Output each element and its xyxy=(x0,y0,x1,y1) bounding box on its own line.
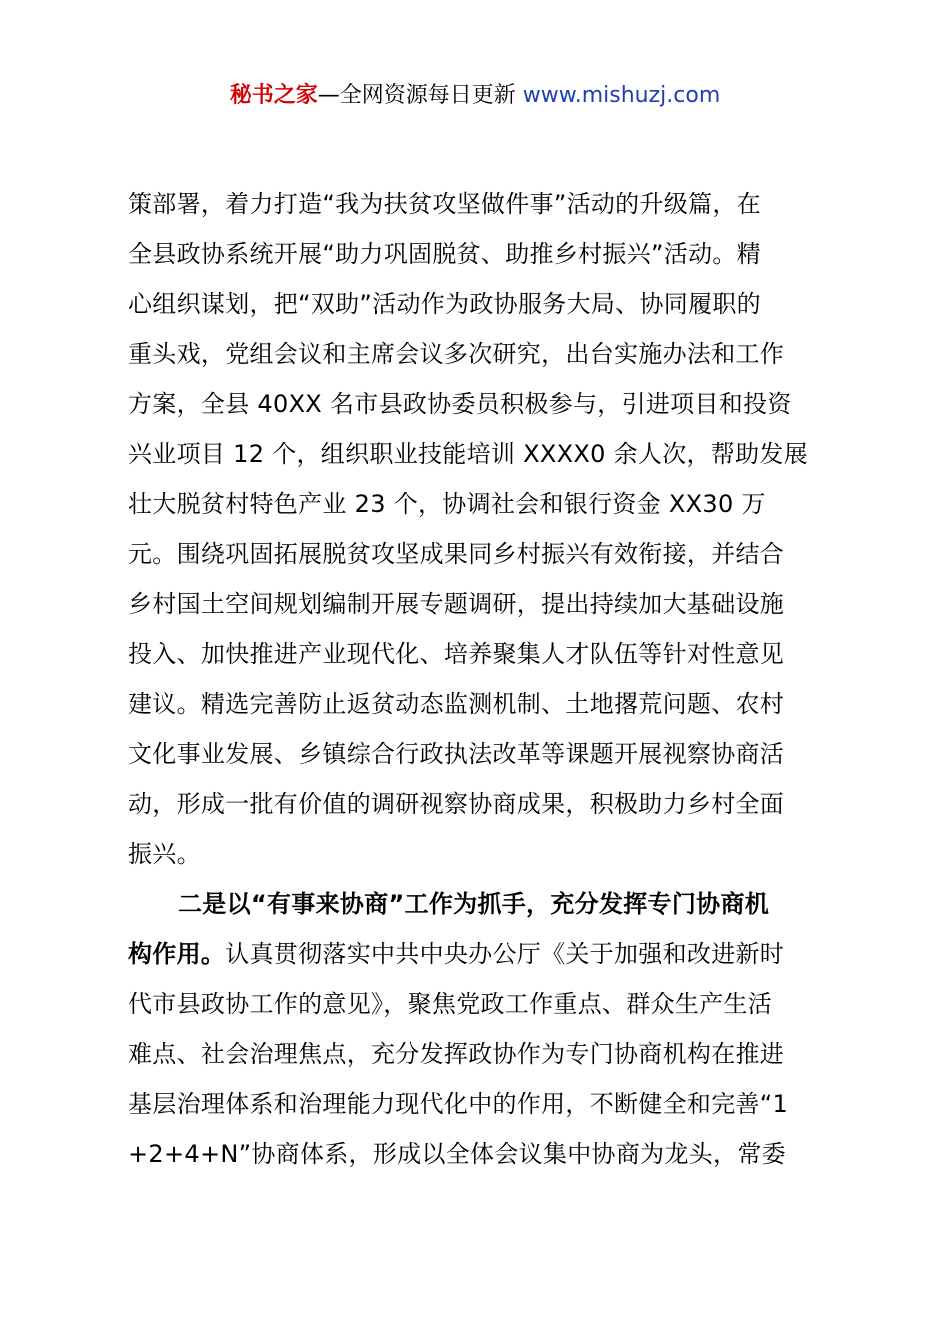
section-heading-end: 构作用。 xyxy=(128,940,226,968)
text-line: 投入、加快推进产业现代化、培养聚集人才队伍等针对性意见 xyxy=(128,640,785,668)
text-line: 动，形成一批有价值的调研视察协商成果，积极助力乡村全面 xyxy=(128,790,785,818)
text-line: 基层治理体系和治理能力现代化中的作用，不断健全和完善“1 xyxy=(128,1090,789,1118)
text-line-mixed xyxy=(128,934,848,984)
text-line: 乡村国土空间规划编制开展专题调研，提出持续加大基础设施 xyxy=(128,590,785,618)
text-line: +2+4+N”协商体系，形成以全体会议集中协商为龙头，常委 xyxy=(128,1140,786,1168)
section-heading: 二是以“有事来协商”工作为抓手，充分发挥专门协商机 xyxy=(178,890,770,918)
text-line: 策部署，着力打造“我为扶贫攻坚做件事”活动的升级篇，在 xyxy=(128,190,761,218)
document-body xyxy=(128,184,848,1184)
text-line: 文化事业发展、乡镇综合行政执法改革等课题开展视察协商活 xyxy=(128,740,785,768)
text-line: 振兴。 xyxy=(128,840,201,868)
site-tagline: —全网资源每日更新 xyxy=(317,83,516,108)
text-span: 认真贯彻落实中共中央办公厅《关于加强和改进新时 xyxy=(225,940,785,968)
text-line: 代市县政协工作的意见》，聚焦党政工作重点、群众生产生活 xyxy=(128,990,773,1018)
text-line: 重头戏，党组会议和主席会议多次研究，出台实施办法和工作 xyxy=(128,340,785,368)
text-line: 兴业项目 12 个，组织职业技能培训 XXXX0 余人次，帮助发展 xyxy=(128,440,808,468)
text-line: 元。围绕巩固拓展脱贫攻坚成果同乡村振兴有效衔接，并结合 xyxy=(128,540,785,568)
text-line: 全县政协系统开展“助力巩固脱贫、助推乡村振兴”活动。精 xyxy=(128,240,761,268)
site-url-link[interactable]: www.mishuzj.com xyxy=(522,83,721,108)
page-header xyxy=(0,80,950,112)
text-line: 壮大脱贫村特色产业 23 个，协调社会和银行资金 XX30 万 xyxy=(128,490,766,518)
text-line: 心组织谋划，把“双助”活动作为政协服务大局、协同履职的 xyxy=(128,290,761,318)
site-brand: 秘书之家 xyxy=(229,83,318,108)
text-line: 建议。精选完善防止返贫动态监测机制、土地撂荒问题、农村 xyxy=(128,690,785,718)
text-line: 方案，全县 40XX 名市县政协委员积极参与，引进项目和投资 xyxy=(128,390,792,418)
text-line: 难点、社会治理焦点，充分发挥政协作为专门协商机构在推进 xyxy=(128,1040,785,1068)
